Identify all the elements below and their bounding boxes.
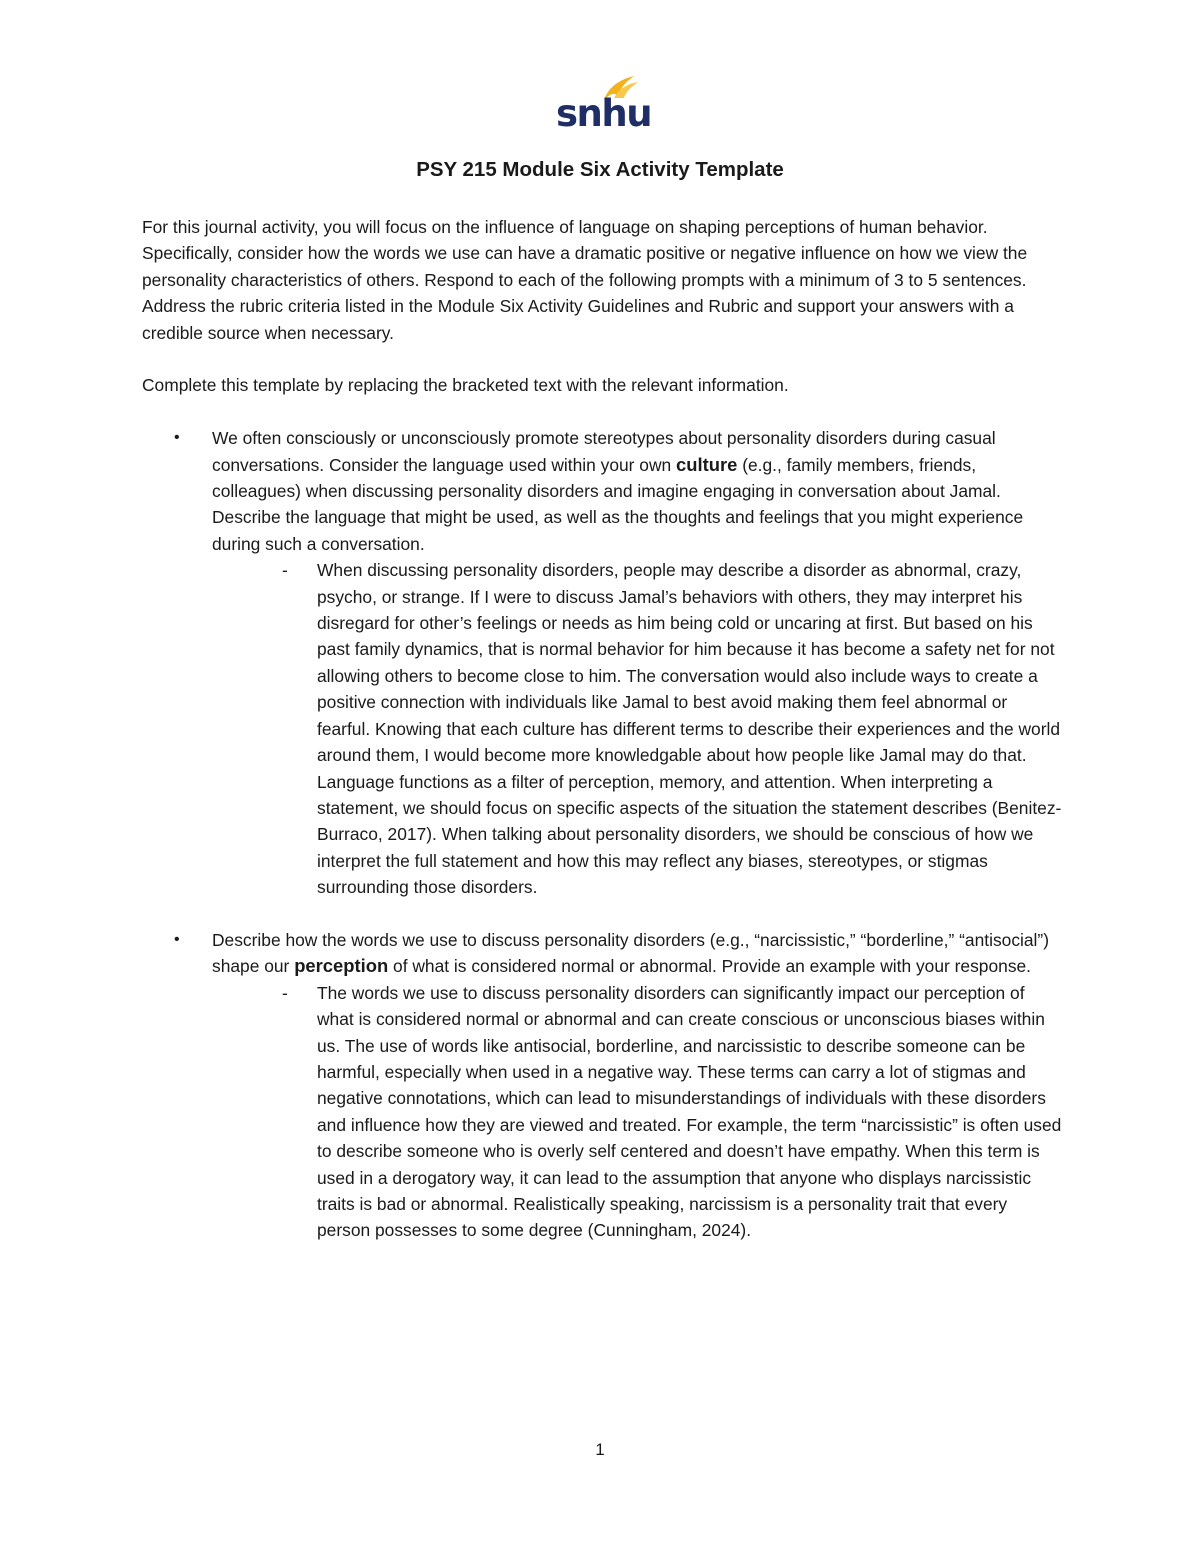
answer-text: The words we use to discuss personality disorders can significantly impact our perception of what is considered normal or abnormal and can create conscious or unconscious biases within us. The use of words like antisocial, borderline, and narcissistic to describe someone can be harmful, especially when used in a negative way. These terms can carry a lot of stigmas and negative connotations, which can lead to misunderstandings of individuals with these disorders and influence how they are viewed and treated. For example, the term “narcissistic” is often used to describe someone who is overly self centered and doesn’t have empathy. When this term is used in a derogatory way, it can lead to the assumption that anyone who displays narcissistic traits is bad or abnormal. Realistically speaking, narcissism is a personality trait that every person possesses to some degree (Cunningham, 2024). [317,982,1062,1241]
prompt-keyword: culture [676,453,738,475]
page-number: 1 [595,1440,605,1459]
intro-paragraph: For this journal activity, you will focus on the influence of language on shaping perceptions of human behavior. Specifically, consider how the words we use can have a dramatic positive or negative influence on how we view the personality characteristics of others. Respond to each of the following prompts with a minimum of 3 to 5 sentences. Address the rubric criteria listed in the Module Six Activity Guidelines and Rubric and support your answers with a credible source when necessary. [142,217,1028,343]
prompt-text: We often consciously or unconsciously promote stereotypes about personality disorders during casual conversations. Consider the language used within your own culture (e.g., family members, friends, colleagues) when discussing personality disorders and imagine engaging in conversation about Jamal. Describe the language that might be used, as well as the thoughts and feelings that you might experience during such a conversation. [212,428,1024,554]
prompt-item [142,927,1062,1244]
snhu-logo [556,74,652,135]
dash-marker: - [282,560,288,581]
logo-wordmark: snhu [556,92,652,135]
answer-item [212,980,1062,1244]
prompt-item [142,425,1062,900]
bullet-icon: • [174,930,180,948]
dash-marker: - [282,982,288,1003]
answer-text: When discussing personality disorders, people may describe a disorder as abnormal, crazy, psycho, or strange. If I were to discuss Jamal’s behaviors with others, they may interpret his disregard for other’s feelings or needs as him being cold or uncaring at first. But based on his past family dynamics, that is normal behavior for him because it has become a safety net for not allowing others to become close to him. The conversation would also include ways to create a positive connection with individuals like Jamal to best avoid making them feel abnormal or fearful. Knowing that each culture has different terms to describe their experiences and the world around them, I would become more knowledgable about how people like Jamal may do that. Language functions as a filter of perception, memory, and attention. When interpreting a statement, we should focus on specific aspects of the situation the statement describes (Benitez-Burraco, 2017). When talking about personality disorders, we should be conscious of how we interpret the full statement and how this may reflect any biases, stereotypes, or stigmas surrounding those disorders. [317,560,1062,898]
bullet-icon: • [174,429,180,447]
prompt-text: Describe how the words we use to discuss personality disorders (e.g., “narcissistic,” “borderline,” “antisocial”) shape our perception of what is considered normal or abnormal. Provide an example with your response. [212,929,1049,977]
prompt-keyword: perception [294,955,389,977]
instruction-paragraph: Complete this template by replacing the bracketed text with the relevant information. [142,375,789,396]
document-body [142,214,1062,1244]
page-title: PSY 215 Module Six Activity Template [416,158,784,181]
answer-item [212,557,1062,900]
